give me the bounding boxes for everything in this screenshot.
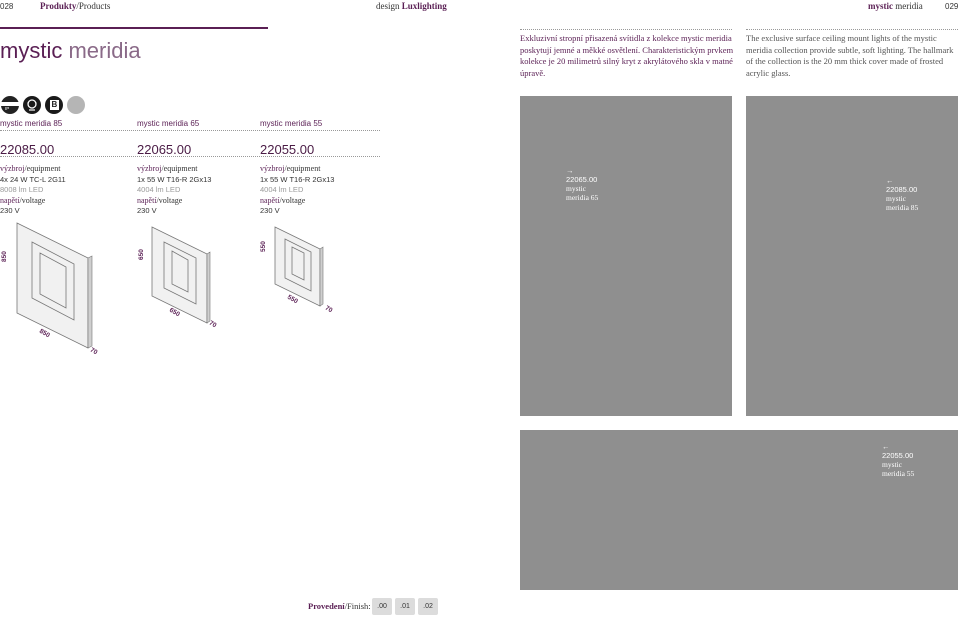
- volt-label: napětí: [137, 195, 157, 205]
- design-label: [376, 1, 447, 11]
- section-label: [40, 1, 110, 11]
- drawing-55: [275, 227, 323, 306]
- caption-line1: mystic: [882, 460, 902, 469]
- page-title-light: meridia: [62, 38, 141, 63]
- caption-code: 22055.00: [882, 451, 914, 460]
- caption-65: [566, 166, 598, 202]
- product-code-85: 22085.00: [0, 142, 55, 157]
- dim-h-65: 650: [138, 249, 145, 260]
- volt-label-en: /voltage: [279, 195, 306, 205]
- equip-label: výzbroj: [0, 164, 25, 173]
- volt-value: 230 V: [0, 206, 20, 216]
- ip-icon-label: IP: [5, 106, 10, 111]
- volt-label-en: /voltage: [19, 195, 46, 205]
- drawing-65: [152, 227, 210, 323]
- series-label-bold: mystic: [868, 1, 893, 11]
- product-name-85: mystic meridia 85: [0, 119, 63, 128]
- design-label-bold: Luxlighting: [401, 1, 447, 11]
- design-label-light: design: [376, 1, 402, 11]
- product-code-65: 22065.00: [137, 142, 192, 157]
- finish-swatch-icon: [67, 96, 85, 114]
- product-spec-85: [0, 164, 130, 217]
- caption-code: 22065.00: [566, 175, 598, 184]
- section-label-rest: /Products: [76, 1, 111, 11]
- product-name-65: mystic meridia 65: [137, 119, 200, 128]
- class-b-icon: [45, 96, 63, 114]
- intro-text-en: The exclusive surface ceiling mount lights of the mystic meridia collection provide subtle, soft lighting. The hallmark of the collection is the 20 mm thick cover made of frosted acrylic glass.: [746, 33, 954, 78]
- title-rule: [0, 27, 268, 29]
- dim-h-85: 850: [1, 251, 8, 262]
- caption-line2: meridia 55: [882, 469, 915, 478]
- caption-arrow: →: [566, 166, 574, 175]
- dim-d-85: 70: [88, 346, 99, 357]
- caption-arrow: ←: [882, 442, 890, 451]
- intro-rule-cz: [520, 29, 732, 30]
- ip-icon: [1, 96, 19, 114]
- product-spec-55: [260, 164, 380, 217]
- class-b-icon-label: B: [51, 100, 58, 109]
- products-rule-top: [0, 130, 380, 131]
- caption-55: [882, 442, 914, 478]
- volt-label-en: /voltage: [156, 195, 183, 205]
- volt-label: napětí: [0, 195, 20, 205]
- led-bulb-icon: [23, 96, 41, 114]
- caption-line1: mystic: [566, 184, 586, 193]
- finish-label-bold: Provedení: [308, 601, 345, 611]
- intro-text-cz: Exkluzivní stropní přisazená svítidla z kolekce mystic meridia poskytují jemné a měkké osvětlení. Charakteristickým prvkem kolekce je 20 milimetrů silný kryt z akrylátového skla v matné úpravě.: [520, 33, 734, 78]
- drawing-85: [17, 223, 92, 348]
- led-value: 4004 lm LED: [137, 185, 181, 195]
- page-number-right: 029: [945, 2, 959, 11]
- technical-drawings: [0, 220, 380, 360]
- dim-d-55: 70: [323, 304, 334, 315]
- finish-option-02: .02: [418, 598, 438, 615]
- series-label: [868, 1, 923, 11]
- page-number-left: 028: [0, 2, 14, 11]
- led-value: 4004 lm LED: [260, 185, 304, 195]
- product-code-55: 22055.00: [260, 142, 315, 157]
- finish-label: [308, 601, 371, 611]
- caption-arrow: ←: [886, 176, 894, 185]
- led-value: 8008 lm LED: [0, 185, 44, 195]
- equip-label-en: /equipment: [24, 164, 61, 173]
- section-label-bold: Produkty: [40, 1, 77, 11]
- equip-label: výzbroj: [137, 164, 162, 173]
- page-title: [0, 38, 141, 64]
- volt-value: 230 V: [137, 206, 157, 216]
- series-label-light: meridia: [893, 1, 923, 11]
- photo-bedroom: [520, 96, 732, 416]
- volt-label: napětí: [260, 195, 280, 205]
- finish-option-01: .01: [395, 598, 415, 615]
- finish-option-00: .00: [372, 598, 392, 615]
- caption-line1: mystic: [886, 194, 906, 203]
- equip-value: 1x 55 W T16-R 2Gx13: [137, 174, 212, 184]
- dim-w-85: 850: [37, 327, 51, 340]
- equip-label-en: /equipment: [161, 164, 198, 173]
- finish-label-rest: /Finish:: [344, 601, 371, 611]
- dim-w-55: 550: [285, 293, 299, 306]
- product-name-55: mystic meridia 55: [260, 119, 323, 128]
- intro-rule-en: [746, 29, 958, 30]
- caption-code: 22085.00: [886, 185, 918, 194]
- dim-d-65: 70: [207, 319, 218, 330]
- volt-value: 230 V: [260, 206, 280, 216]
- photo-living-room: [746, 96, 958, 416]
- equip-label-en: /equipment: [284, 164, 321, 173]
- dim-w-65: 650: [167, 306, 181, 319]
- equip-value: 1x 55 W T16-R 2Gx13: [260, 174, 335, 184]
- caption-line2: meridia 85: [886, 203, 919, 212]
- caption-line2: meridia 65: [566, 193, 599, 202]
- caption-85: [886, 176, 918, 212]
- equip-value: 4x 24 W TC-L 2G11: [0, 174, 66, 184]
- dim-h-55: 550: [260, 241, 267, 252]
- equip-label: výzbroj: [260, 164, 285, 173]
- product-spec-65: [137, 164, 257, 217]
- page-title-bold: mystic: [0, 38, 63, 63]
